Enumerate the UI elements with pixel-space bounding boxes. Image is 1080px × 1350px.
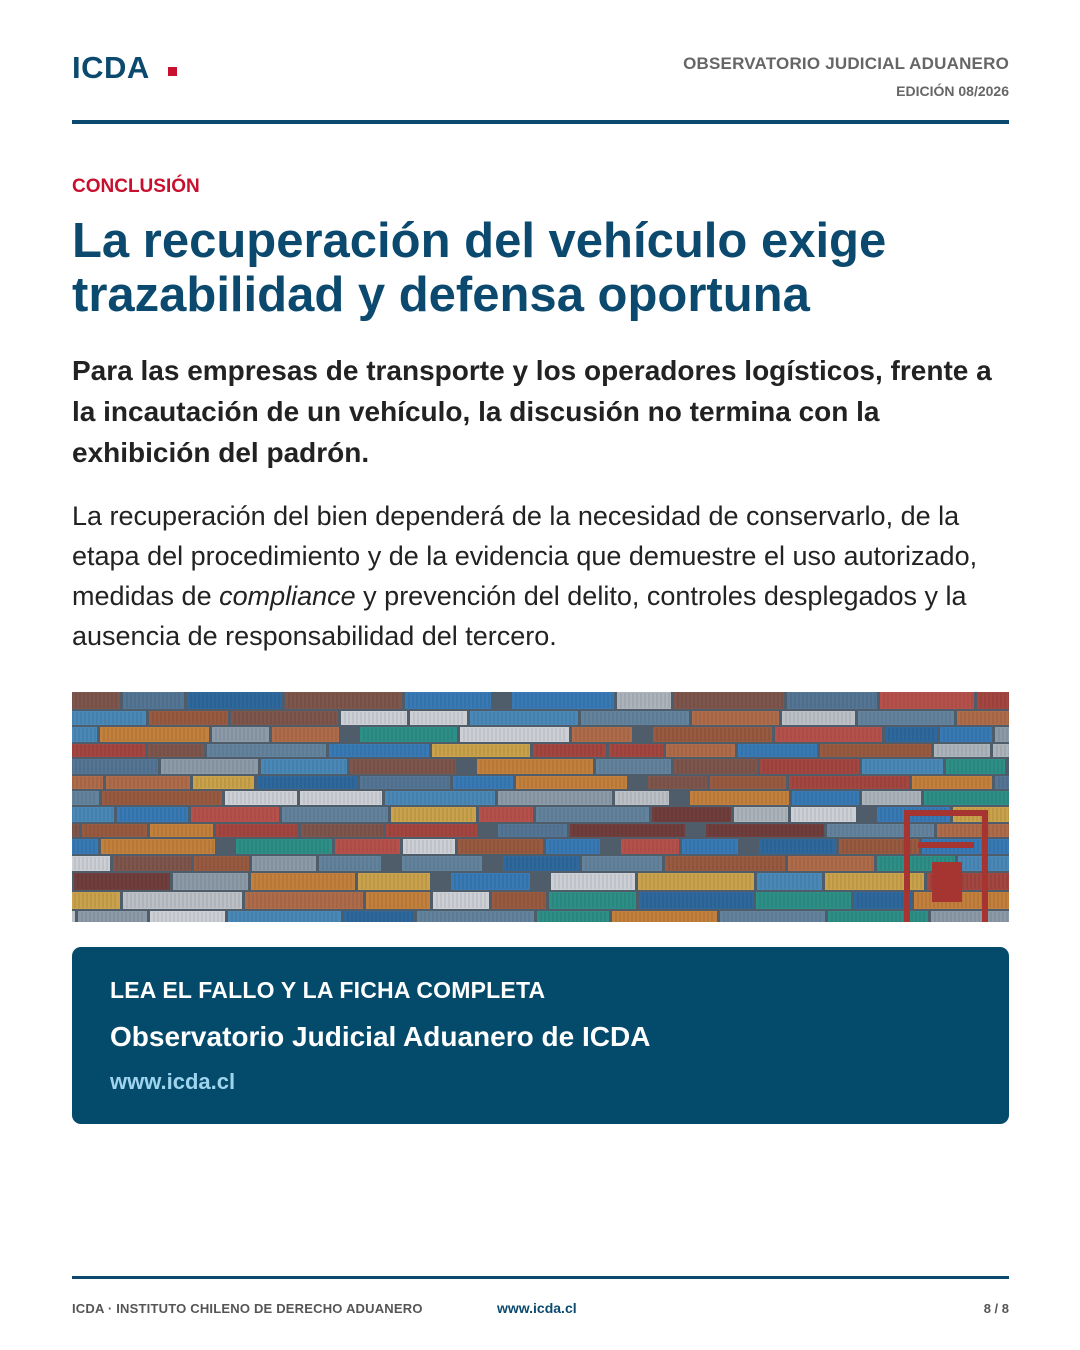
header-meta	[683, 54, 1009, 99]
headline-line-1: La recuperación del vehículo exige	[72, 214, 887, 268]
container-yard-illustration	[72, 692, 1009, 922]
containers-photo	[72, 692, 1009, 922]
edition-label: EDICIÓN 08/2026	[896, 83, 1009, 99]
icda-logo: ICDA	[72, 50, 150, 85]
page-header	[72, 48, 1009, 124]
article-headline	[72, 214, 1012, 322]
footer-organization: ICDA · INSTITUTO CHILENO DE DERECHO ADUANERO	[72, 1301, 423, 1316]
cta-website-link[interactable]: www.icda.cl	[110, 1069, 236, 1094]
cta-kicker: LEA EL FALLO Y LA FICHA COMPLETA	[110, 977, 546, 1003]
article-body	[72, 496, 1012, 656]
body-text-end: y prevención del delito, controles desplegados y la ausencia de responsabilidad del tercero.	[72, 581, 967, 651]
logo-square-icon	[168, 67, 177, 76]
body-text-italic: compliance	[219, 581, 356, 611]
page-footer	[72, 1276, 1009, 1316]
cta-title: Observatorio Judicial Aduanero de ICDA	[110, 1021, 651, 1052]
cta-box	[72, 947, 1009, 1124]
body-text-start: La recuperación del bien dependerá de la necesidad de conservarlo, de la etapa del procedimiento y de la evidencia que demuestre el uso autorizado, medidas de	[72, 501, 978, 611]
section-kicker: CONCLUSIÓN	[72, 176, 200, 197]
article-lead: Para las empresas de transporte y los operadores logísticos, frente a la incautación de un vehículo, la discusión no termina con la exhibición del padrón.	[72, 355, 992, 468]
footer-website-link[interactable]: www.icda.cl	[497, 1300, 577, 1316]
page-number: 8 / 8	[983, 1301, 1009, 1316]
publication-title: OBSERVATORIO JUDICIAL ADUANERO	[683, 54, 1009, 73]
headline-line-2: trazabilidad y defensa oportuna	[72, 268, 810, 322]
